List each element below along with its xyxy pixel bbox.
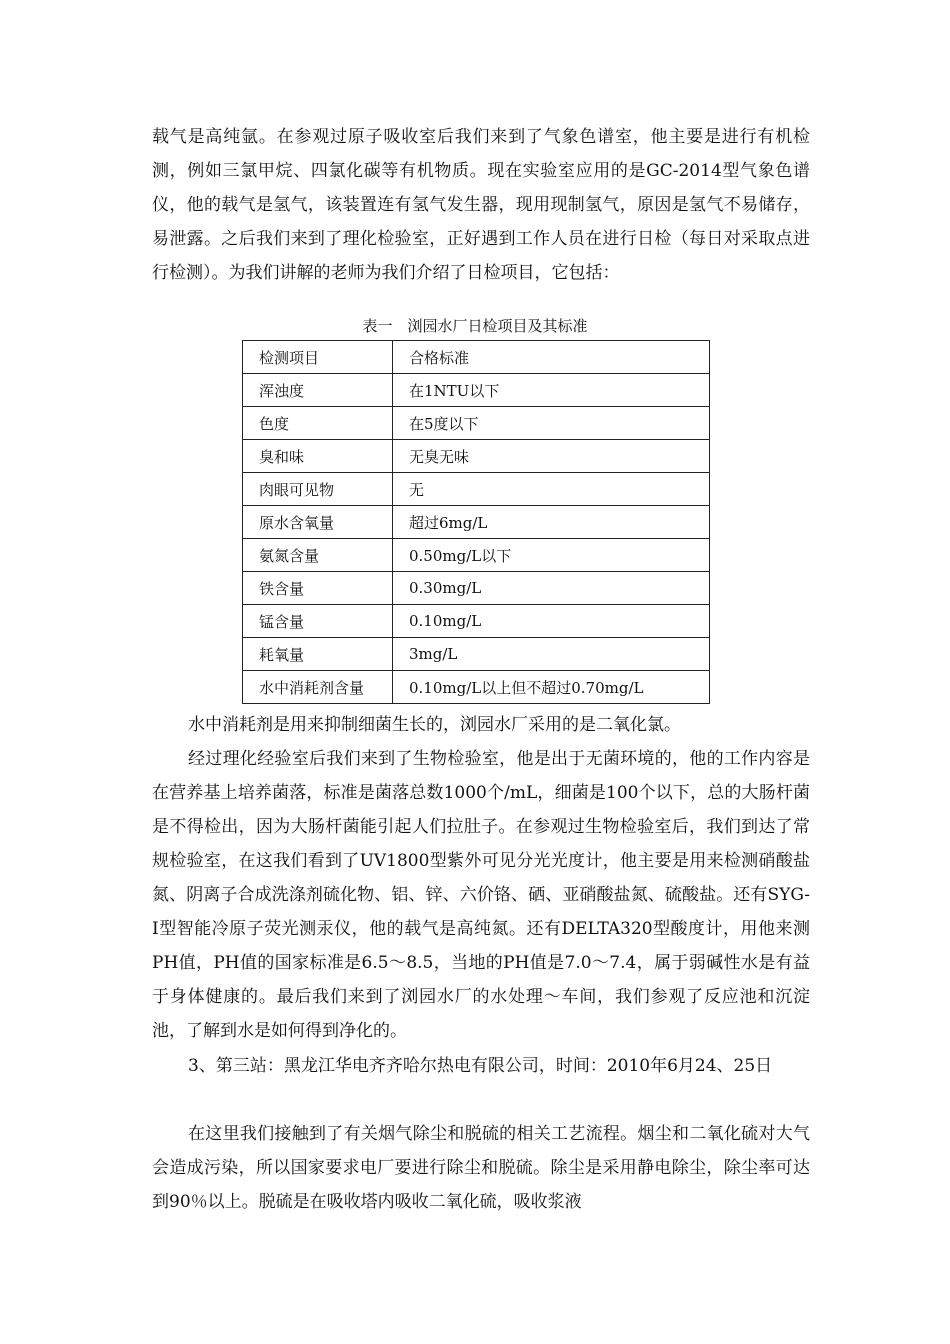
item-cell: 耗氧量 [243, 638, 393, 671]
item-cell: 氨氮含量 [243, 539, 393, 572]
item-cell: 色度 [243, 407, 393, 440]
table-row [243, 374, 710, 407]
table-row [243, 506, 710, 539]
standard-cell: 在5度以下 [393, 407, 710, 440]
header-item: 检测项目 [243, 341, 393, 374]
intro-paragraph: 载气是高纯氩。在参观过原子吸收室后我们来到了气象色谱室，他主要是进行有机检测，例如三氯甲烷、四氯化碳等有机物质。现在实验室应用的是GC-2014型气象色谱仪，他的载气是氢气，该装置连有氢气发生器，现用现制氢气，原因是氢气不易储存，易泄露。之后我们来到了理化检验室，正好遇到工作人员在进行日检（每日对采取点进行检测）。为我们讲解的老师为我们介绍了日检项目，它包括： [152, 127, 810, 283]
table-header-row [243, 341, 710, 374]
table-row [243, 605, 710, 638]
disinfectant-paragraph: 水中消耗剂是用来抑制细菌生长的，浏园水厂采用的是二氧化氯。 [188, 715, 681, 735]
standard-cell: 3mg/L [393, 638, 710, 671]
table-row [243, 671, 710, 704]
item-cell: 铁含量 [243, 572, 393, 605]
standard-cell: 0.10mg/L以上但不超过0.70mg/L [393, 671, 710, 704]
item-cell: 臭和味 [243, 440, 393, 473]
standard-cell: 无臭无味 [393, 440, 710, 473]
table-row [243, 572, 710, 605]
standard-cell: 0.50mg/L以下 [393, 539, 710, 572]
bio-lab-paragraph: 经过理化经验室后我们来到了生物检验室，他是出于无菌环境的，他的工作内容是在营养基上培养菌落，标准是菌落总数1000个/mL，细菌是100个以下，总的大肠杆菌是不得检出，因为大肠杆菌能引起人们拉肚子。在参观过生物检验室后，我们到达了常规检验室，在这我们看到了UV1800型紫外可见分光光度计，他主要是用来检测硝酸盐氮、阴离子合成洗涤剂硫化物、铝、锌、六价铬、硒、亚硝酸盐氮、硫酸盐。还有SYG-I型智能冷原子荧光测汞仪，他的载气是高纯氮。还有DELTA320型酸度计，用他来测PH值，PH值的国家标准是6.5～8.5，当地的PH值是7.0～7.4，属于弱碱性水是有益于身体健康的。最后我们来到了浏园水厂的水处理～车间，我们参观了反应池和沉淀池，了解到水是如何得到净化的。 [152, 749, 810, 1041]
item-cell: 浑浊度 [243, 374, 393, 407]
table-row [243, 440, 710, 473]
item-cell: 锰含量 [243, 605, 393, 638]
table-row [243, 539, 710, 572]
dust-removal-paragraph: 在这里我们接触到了有关烟气除尘和脱硫的相关工艺流程。烟尘和二氧化硫对大气会造成污染，所以国家要求电厂要进行除尘和脱硫。除尘是采用静电除尘，除尘率可达到90％以上。脱硫是在吸收塔内吸收二氧化硫，吸收浆液 [152, 1124, 810, 1212]
header-standard: 合格标准 [393, 341, 710, 374]
item-cell: 水中消耗剂含量 [243, 671, 393, 704]
table-row [243, 473, 710, 506]
table-row [243, 407, 710, 440]
table-caption: 表一 浏园水厂日检项目及其标准 [362, 317, 588, 335]
standard-cell: 无 [393, 473, 710, 506]
item-cell: 原水含氧量 [243, 506, 393, 539]
standard-cell: 超过6mg/L [393, 506, 710, 539]
table-row [243, 638, 710, 671]
standard-cell: 0.10mg/L [393, 605, 710, 638]
item-cell: 肉眼可见物 [243, 473, 393, 506]
standard-cell: 0.30mg/L [393, 572, 710, 605]
station-three-heading: 3、第三站：黑龙江华电齐齐哈尔热电有限公司，时间：2010年6月24、25日 [188, 1056, 773, 1076]
daily-test-standards-table [242, 340, 710, 704]
standard-cell: 在1NTU以下 [393, 374, 710, 407]
